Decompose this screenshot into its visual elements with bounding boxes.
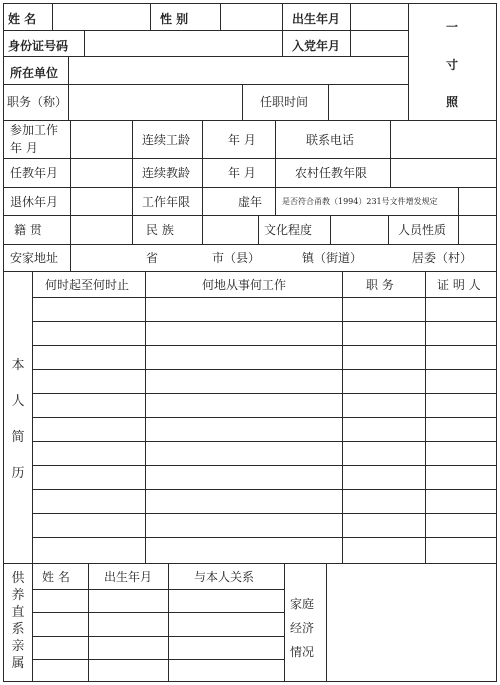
col-line [275, 120, 276, 187]
resume-period-header: 何时起至何时止 [45, 278, 130, 292]
row-line [3, 215, 497, 216]
dependent-name-header: 姓 名 [42, 570, 70, 584]
party-join-date-label: 入党年月 [292, 39, 341, 53]
dependent-birth-header: 出生年月 [104, 570, 153, 584]
photo-char-3: 照 [446, 95, 459, 109]
row-line [3, 271, 497, 272]
col-line [258, 215, 259, 244]
address-province: 省 [146, 251, 159, 265]
birth-date-label: 出生年月 [292, 12, 341, 26]
row-line [32, 489, 497, 490]
family-economy-label: 家庭经济情况 [290, 597, 315, 659]
teaching-year-month: 年 月 [228, 166, 256, 180]
col-line [68, 56, 69, 84]
col-line [390, 120, 391, 187]
resume-duty-header: 职 务 [366, 278, 394, 292]
retirement-date-label: 退休年月 [10, 195, 59, 209]
col-line [88, 563, 89, 681]
ethnicity-label: 民 族 [146, 223, 174, 237]
col-line [132, 120, 133, 215]
row-line [3, 563, 497, 564]
row-line [3, 84, 408, 85]
continuous-teaching-label: 连续教龄 [142, 166, 191, 180]
photo-char-1: 一 [446, 20, 459, 34]
address-city: 市（县） [212, 251, 261, 265]
col-line [52, 3, 53, 30]
col-line [408, 3, 409, 120]
col-line [220, 3, 221, 30]
row-line [32, 345, 497, 346]
row-line [32, 393, 497, 394]
col-line [275, 187, 276, 215]
rural-teaching-years-label: 农村任教年限 [295, 166, 368, 180]
position-title-label: 职务（称） [7, 95, 68, 109]
col-line [242, 84, 243, 120]
col-line [330, 215, 331, 244]
col-line [328, 84, 329, 120]
gender-label: 性 别 [160, 12, 189, 26]
col-line [70, 244, 71, 271]
col-line [342, 271, 343, 563]
row-line [32, 441, 497, 442]
col-line [150, 3, 151, 30]
row-line [3, 120, 497, 121]
row-line [32, 369, 497, 370]
row-line [32, 636, 284, 637]
form-border-left [3, 3, 4, 682]
col-line [132, 215, 133, 244]
col-line [326, 563, 327, 681]
dependents-side-label: 供养直系亲属 [11, 571, 25, 671]
col-line [145, 271, 146, 563]
col-line [284, 563, 285, 681]
col-line [70, 120, 71, 215]
row-line [32, 537, 497, 538]
row-line [32, 612, 284, 613]
row-line [3, 158, 497, 159]
row-line [32, 297, 497, 298]
nominal-years-label: 虚年 [238, 195, 263, 209]
phone-label: 联系电话 [306, 133, 355, 147]
row-line [3, 30, 408, 31]
col-line [202, 215, 203, 244]
col-line [32, 271, 33, 681]
row-line [3, 56, 408, 57]
col-line [70, 215, 71, 244]
col-line [202, 187, 203, 215]
service-year-month: 年 月 [228, 133, 256, 147]
row-line [32, 321, 497, 322]
row-line [32, 465, 497, 466]
bonus-eligibility-label: 是否符合甬教（1994）231号文件增发规定 [282, 197, 438, 206]
employer-label: 所在单位 [10, 66, 59, 80]
form-border-bottom [3, 681, 497, 682]
join-work-date-label: 参加工作年 月 [10, 123, 59, 155]
col-line [168, 563, 169, 681]
resume-side-label: 本人简历 [11, 358, 25, 481]
name-label: 姓 名 [8, 12, 37, 26]
address-village: 居委（村） [412, 251, 473, 265]
col-line [84, 30, 85, 56]
form-border-right [496, 3, 497, 682]
col-line [458, 215, 459, 244]
education-level-label: 文化程度 [264, 223, 313, 237]
native-place-label: 籍 贯 [14, 223, 42, 237]
col-line [282, 3, 283, 56]
dependent-relation-header: 与本人关系 [194, 570, 255, 584]
col-line [388, 215, 389, 244]
resume-work-header: 何地从事何工作 [202, 278, 287, 292]
col-line [458, 187, 459, 215]
col-line [425, 271, 426, 563]
teaching-date-label: 任教年月 [10, 166, 59, 180]
row-line [3, 187, 497, 188]
row-line [32, 659, 284, 660]
col-line [202, 120, 203, 187]
id-number-label: 身份证号码 [8, 39, 69, 53]
staff-type-label: 人员性质 [398, 223, 447, 237]
row-line [32, 417, 497, 418]
col-line [350, 3, 351, 56]
work-years-label: 工作年限 [142, 195, 191, 209]
row-line [32, 513, 497, 514]
row-line [3, 244, 497, 245]
form-border-top [3, 3, 497, 4]
home-address-label: 安家地址 [10, 251, 59, 265]
appointment-date-label: 任职时间 [260, 95, 309, 109]
address-town: 镇（街道） [302, 251, 363, 265]
continuous-service-label: 连续工龄 [142, 133, 191, 147]
row-line [32, 589, 284, 590]
col-line [68, 84, 69, 120]
photo-char-2: 寸 [446, 58, 459, 72]
resume-witness-header: 证 明 人 [437, 278, 481, 292]
